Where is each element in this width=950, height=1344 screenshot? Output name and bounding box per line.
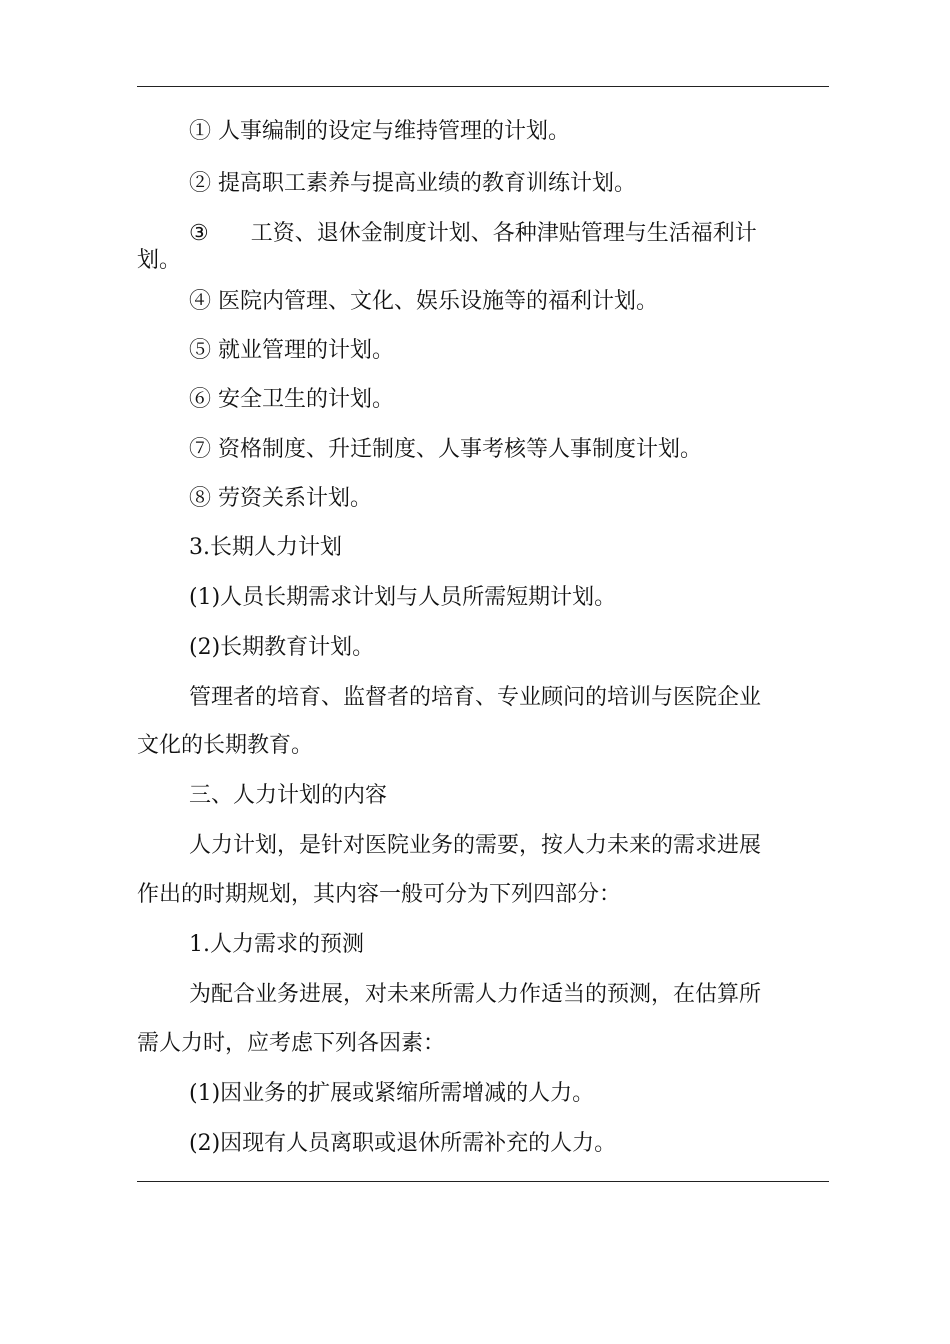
paragraph-intro-line2: 作出的时期规划，其内容一般可分为下列四部分： xyxy=(137,882,622,907)
paragraph-factor-1: (1)因业务的扩展或紧缩所需增减的人力。 xyxy=(189,1081,595,1106)
section-heading-long-term: 3.长期人力计划 xyxy=(189,535,342,560)
list-item-8: ⑧ 劳资关系计划。 xyxy=(189,486,372,511)
list-item-1: ① 人事编制的设定与维持管理的计划。 xyxy=(189,119,570,144)
footer-rule xyxy=(137,1181,829,1182)
list-item-3 xyxy=(189,212,757,256)
section-heading-contents: 三、人力计划的内容 xyxy=(189,783,388,808)
paragraph-forecast-line2: 需人力时，应考虑下列各因素： xyxy=(137,1031,446,1056)
list-item-4: ④ 医院内管理、文化、娱乐设施等的福利计划。 xyxy=(189,289,658,314)
list-item-3-text: 工资、退休金制度计划、各种津贴管理与生活福利计 xyxy=(250,221,757,246)
paragraph-long-term-1: (1)人员长期需求计划与人员所需短期计划。 xyxy=(189,585,617,610)
list-item-3-marker: ③ xyxy=(189,221,209,246)
paragraph-long-term-2: (2)长期教育计划。 xyxy=(189,635,375,660)
list-item-5: ⑤ 就业管理的计划。 xyxy=(189,338,394,363)
list-item-6: ⑥ 安全卫生的计划。 xyxy=(189,387,394,412)
list-item-3-continuation: 划。 xyxy=(137,248,182,273)
list-item-7: ⑦ 资格制度、升迁制度、人事考核等人事制度计划。 xyxy=(189,437,702,462)
paragraph-intro-line1: 人力计划，是针对医院业务的需要，按人力未来的需求进展 xyxy=(189,833,762,858)
paragraph-training-line1: 管理者的培育、监督者的培育、专业顾问的培训与医院企业 xyxy=(189,685,762,710)
paragraph-training-line2: 文化的长期教育。 xyxy=(137,733,314,758)
paragraph-factor-2: (2)因现有人员离职或退休所需补充的人力。 xyxy=(189,1131,617,1156)
section-heading-demand-forecast: 1.人力需求的预测 xyxy=(189,932,364,957)
list-item-2: ② 提高职工素养与提高业绩的教育训练计划。 xyxy=(189,171,636,196)
paragraph-forecast-line1: 为配合业务进展，对未来所需人力作适当的预测，在估算所 xyxy=(189,982,762,1007)
header-rule xyxy=(137,86,829,87)
